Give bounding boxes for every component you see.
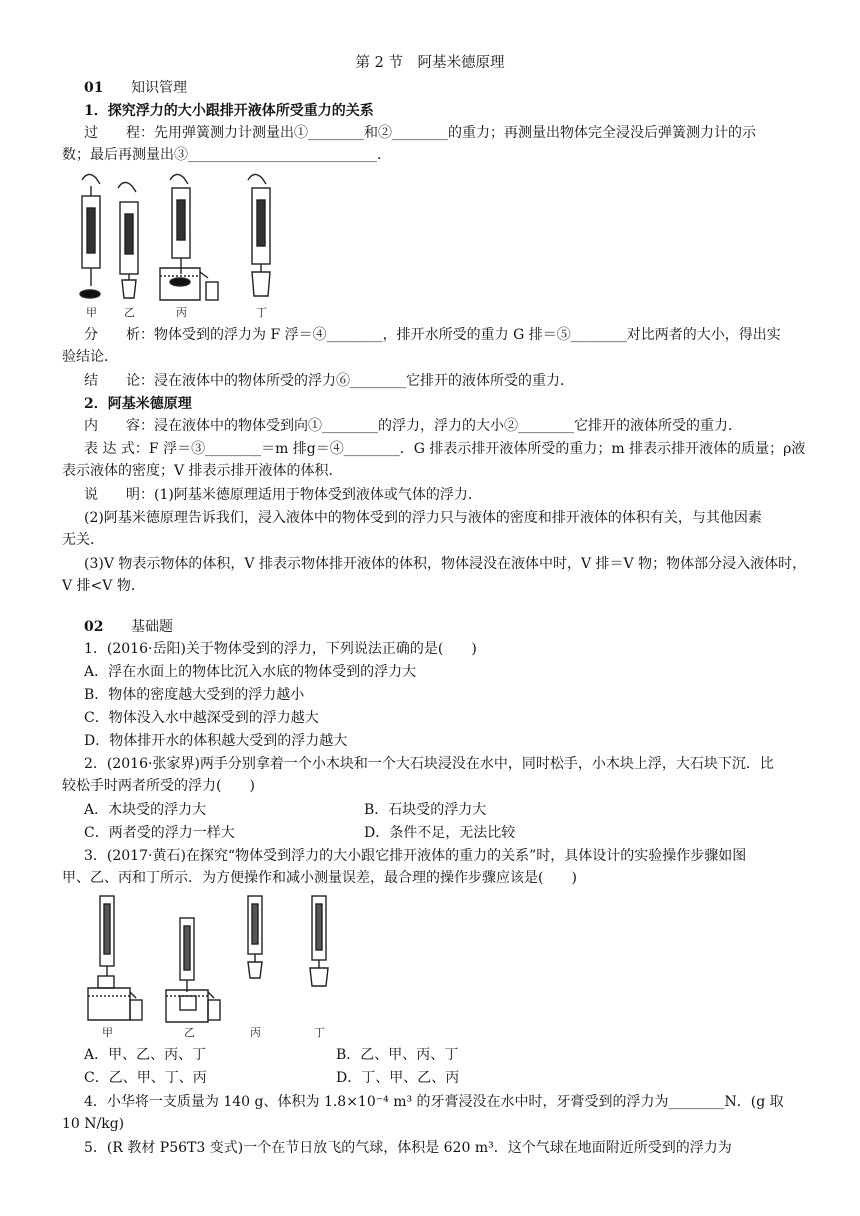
fig1-label-yi: 乙	[124, 306, 135, 319]
question-3-option-a: A．甲、乙、丙、丁	[84, 1047, 207, 1063]
heading-2: 2．阿基米德原理	[84, 396, 192, 412]
fig1-label-ding: 丁	[256, 306, 267, 319]
process-text-line-2: 数；最后再测量出③___________________________．	[62, 147, 391, 163]
question-1-option-b: B．物体的密度越大受到的浮力越小	[84, 687, 305, 703]
analysis-text-line-2: 验结论．	[62, 349, 118, 365]
expression-text-line-2: 表示液体的密度；V 排表示排开液体的体积．	[62, 463, 343, 479]
question-2-option-c: C．两者受的浮力一样大	[84, 825, 235, 841]
question-5-line-1: 5．(R 教材 P56T3 变式)一个在节日放飞的气球，体积是 620 m³．这个气球在地面附近所受到的浮力为	[84, 1140, 732, 1156]
note-3-line-1: (3)V 物表示物体的体积，V 排表示物体排开液体的体积，物体浸没在液体中时，V 排＝V 物；物体部分浸入液体时，	[84, 556, 807, 572]
question-1-option-c: C．物体没入水中越深受到的浮力越大	[84, 710, 319, 726]
question-3-stem-line-2: 甲、乙、丙和丁所示．为方便操作和减小测量误差，最合理的操作步骤应该是( )	[62, 870, 577, 886]
fig2-label-jia: 甲	[102, 1026, 113, 1039]
fig2-label-yi: 乙	[184, 1026, 195, 1039]
experiment-figure-2	[80, 892, 340, 1042]
fig2-label-bing: 丙	[250, 1026, 261, 1039]
section-number: 01	[84, 80, 104, 96]
question-3-option-d: D．丁、甲、乙、丙	[336, 1070, 460, 1086]
note-2-line-1: (2)阿基米德原理告诉我们，浸入液体中的物体受到的浮力只与液体的密度和排开液体的体积有关，与其他因素	[84, 510, 762, 526]
fig1-label-jia: 甲	[86, 306, 97, 319]
question-4-line-1: 4．小华将一支质量为 140 g、体积为 1.8×10⁻⁴ m³ 的牙膏浸没在水中时，牙膏受到的浮力为________N．(g 取	[84, 1094, 784, 1110]
question-2-option-a: A．木块受的浮力大	[84, 802, 207, 818]
heading-1: 1．探究浮力的大小跟排开液体所受重力的关系	[84, 103, 374, 119]
section-name: 基础题	[131, 619, 173, 635]
conclusion-text: 结 论：浸在液体中的物体所受的浮力⑥________它排开的液体所受的重力．	[84, 373, 574, 389]
analysis-text-line-1: 分 析：物体受到的浮力为 F 浮＝④________，排开水所受的重力 G 排＝⑤________对比两者的大小，得出实	[84, 327, 781, 343]
question-2-stem-line-2: 较松手时两者所受的浮力( )	[62, 778, 255, 794]
content-text: 内 容：浸在液体中的物体受到向①________的浮力，浮力的大小②________它排开的液体所受的重力．	[84, 418, 742, 434]
process-text-line-1: 过 程：先用弹簧测力计测量出①________和②________的重力；再测量出物体完全浸没后弹簧测力计的示	[84, 125, 756, 141]
expression-text-line-1: 表 达 式：F 浮＝③________＝m 排g＝④________．G 排表示排开液体所受的重力；m 排表示排开液体的质量；ρ液	[84, 441, 806, 457]
question-2-stem-line-1: 2．(2016·张家界)两手分别拿着一个小木块和一个大石块浸没在水中，同时松手，小木块上浮，大石块下沉．比	[84, 756, 774, 772]
question-3-option-c: C．乙、甲、丁、丙	[84, 1070, 207, 1086]
question-3-stem-line-1: 3．(2017·黄石)在探究“物体受到浮力的大小跟它排开液体的重力的关系”时，具体设计的实验操作步骤如图	[84, 848, 747, 864]
section-name: 知识管理	[131, 80, 187, 96]
question-2-option-d: D．条件不足，无法比较	[364, 825, 516, 841]
question-1-stem: 1．(2016·岳阳)关于物体受到的浮力，下列说法正确的是( )	[84, 641, 477, 657]
question-4-line-2: 10 N/kg)	[62, 1116, 125, 1132]
note-2-line-2: 无关．	[62, 532, 104, 548]
question-3-option-b: B．乙、甲、丙、丁	[336, 1047, 459, 1063]
page-title: 第 2 节 阿基米德原理	[355, 55, 505, 71]
question-1-option-d: D．物体排开水的体积越大受到的浮力越大	[84, 733, 348, 749]
note-3-line-2: V 排<V 物．	[62, 578, 145, 594]
fig1-label-bing: 丙	[176, 306, 187, 319]
experiment-figure-1	[72, 168, 292, 320]
question-2-option-b: B．石块受的浮力大	[364, 802, 487, 818]
question-1-option-a: A．浮在水面上的物体比沉入水底的物体受到的浮力大	[84, 664, 417, 680]
note-text: 说 明：(1)阿基米德原理适用于物体受到液体或气体的浮力．	[84, 487, 482, 503]
fig2-label-ding: 丁	[314, 1026, 325, 1039]
section-number: 02	[84, 619, 104, 635]
